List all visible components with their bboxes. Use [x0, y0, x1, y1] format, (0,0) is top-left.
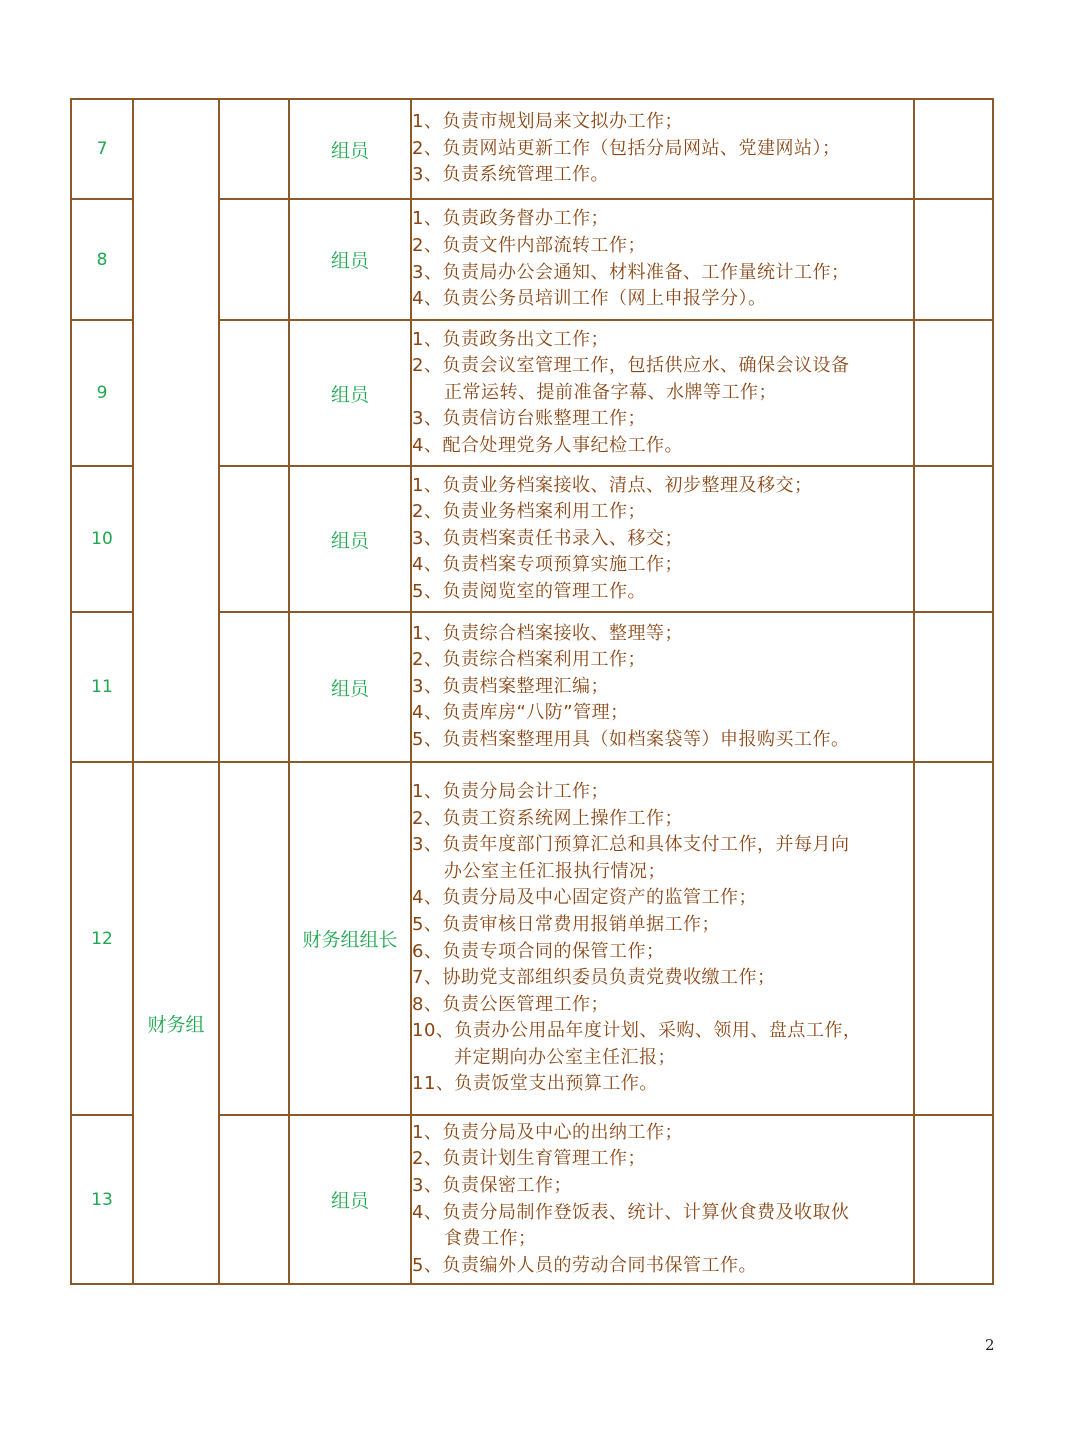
duty-line: 2、负责网站更新工作（包括分局网站、党建网站）； [412, 137, 841, 159]
duty-line: 6、负责专项合同的保管工作； [412, 940, 665, 962]
duty-line: 4、负责公务员培训工作（网上申报学分）。 [412, 288, 767, 310]
row-number: 13 [71, 1115, 133, 1284]
duty-line: 2、负责文件内部流转工作； [412, 234, 646, 256]
role-cell: 财务组组长 [289, 762, 411, 1115]
group-cell-empty [133, 99, 219, 762]
role-cell: 组员 [289, 612, 411, 762]
duty-line: 3、负责年度部门预算汇总和具体支付工作，并每月向 [412, 834, 850, 856]
duty-line: 并定期向办公室主任汇报； [454, 1046, 676, 1068]
duty-line: 4、负责库房“八防”管理； [412, 702, 629, 724]
duty-line: 办公室主任汇报执行情况； [444, 860, 666, 882]
role-cell: 组员 [289, 1115, 411, 1284]
duty-cell [411, 99, 914, 199]
row-number: 9 [71, 320, 133, 466]
duty-cell [411, 762, 914, 1115]
group-cell: 财务组 [133, 762, 219, 1284]
duty-line: 4、负责分局制作登饭表、统计、计算伙食费及收取伙 [412, 1201, 850, 1223]
duty-line: 2、负责业务档案利用工作； [412, 501, 646, 523]
duty-line: 1、负责分局及中心的出纳工作； [412, 1121, 683, 1143]
duty-line: 2、负责计划生育管理工作； [412, 1148, 646, 1170]
duty-line: 2、负责工资系统网上操作工作； [412, 807, 683, 829]
duty-line: 8、负责公医管理工作； [412, 993, 609, 1015]
row-number: 7 [71, 99, 133, 199]
duty-cell [411, 199, 914, 320]
empty-cell [219, 612, 289, 762]
duty-cell [411, 612, 914, 762]
duty-line: 1、负责综合档案接收、整理等； [412, 622, 683, 644]
duty-line: 3、负责档案整理汇编； [412, 675, 609, 697]
duty-line: 正常运转、提前准备字幕、水牌等工作； [444, 381, 777, 403]
role-cell: 组员 [289, 199, 411, 320]
empty-cell [219, 1115, 289, 1284]
duty-line: 食费工作； [444, 1228, 537, 1250]
duty-table [70, 98, 994, 1285]
empty-cell [219, 466, 289, 612]
duty-line: 1、负责市规划局来文拟办工作； [412, 111, 683, 133]
page-number: 2 [985, 1336, 995, 1354]
duty-line: 3、负责保密工作； [412, 1174, 572, 1196]
remarks-cell [914, 762, 993, 1115]
row-number: 10 [71, 466, 133, 612]
role-cell: 组员 [289, 466, 411, 612]
duty-line: 1、负责业务档案接收、清点、初步整理及移交； [412, 474, 813, 496]
remarks-cell [914, 199, 993, 320]
empty-cell [219, 99, 289, 199]
table-row [71, 99, 993, 199]
duty-line: 5、负责阅览室的管理工作。 [412, 580, 646, 602]
row-number: 11 [71, 612, 133, 762]
duty-line: 3、负责系统管理工作。 [412, 164, 609, 186]
duty-line: 3、负责档案责任书录入、移交； [412, 527, 683, 549]
row-number: 12 [71, 762, 133, 1115]
empty-cell [219, 320, 289, 466]
duty-line: 3、负责信访台账整理工作； [412, 408, 646, 430]
duty-line: 4、负责档案专项预算实施工作； [412, 554, 683, 576]
remarks-cell [914, 1115, 993, 1284]
duty-line: 5、负责档案整理用具（如档案袋等）申报购买工作。 [412, 728, 850, 750]
duty-cell [411, 1115, 914, 1284]
duty-line: 5、负责编外人员的劳动合同书保管工作。 [412, 1254, 757, 1276]
duty-line: 4、配合处理党务人事纪检工作。 [412, 434, 683, 456]
remarks-cell [914, 466, 993, 612]
remarks-cell [914, 99, 993, 199]
duty-line: 1、负责政务督办工作； [412, 208, 609, 230]
remarks-cell [914, 612, 993, 762]
duty-line: 2、负责会议室管理工作，包括供应水、确保会议设备 [412, 355, 850, 377]
duty-line: 1、负责政务出文工作； [412, 328, 609, 350]
duty-line: 4、负责分局及中心固定资产的监管工作； [412, 887, 757, 909]
table-row [71, 762, 993, 1115]
empty-cell [219, 762, 289, 1115]
duty-line: 2、负责综合档案利用工作； [412, 649, 646, 671]
duty-cell [411, 466, 914, 612]
duty-line: 3、负责局办公会通知、材料准备、工作量统计工作； [412, 261, 850, 283]
duty-line: 10、负责办公用品年度计划、采购、领用、盘点工作， [412, 1020, 862, 1042]
role-cell: 组员 [289, 99, 411, 199]
duty-line: 11、负责饭堂支出预算工作。 [412, 1073, 658, 1095]
duty-line: 5、负责审核日常费用报销单据工作； [412, 913, 720, 935]
duty-line: 7、协助党支部组织委员负责党费收缴工作； [412, 967, 776, 989]
role-cell: 组员 [289, 320, 411, 466]
duty-cell [411, 320, 914, 466]
empty-cell [219, 199, 289, 320]
duty-line: 1、负责分局会计工作； [412, 780, 609, 802]
remarks-cell [914, 320, 993, 466]
row-number: 8 [71, 199, 133, 320]
